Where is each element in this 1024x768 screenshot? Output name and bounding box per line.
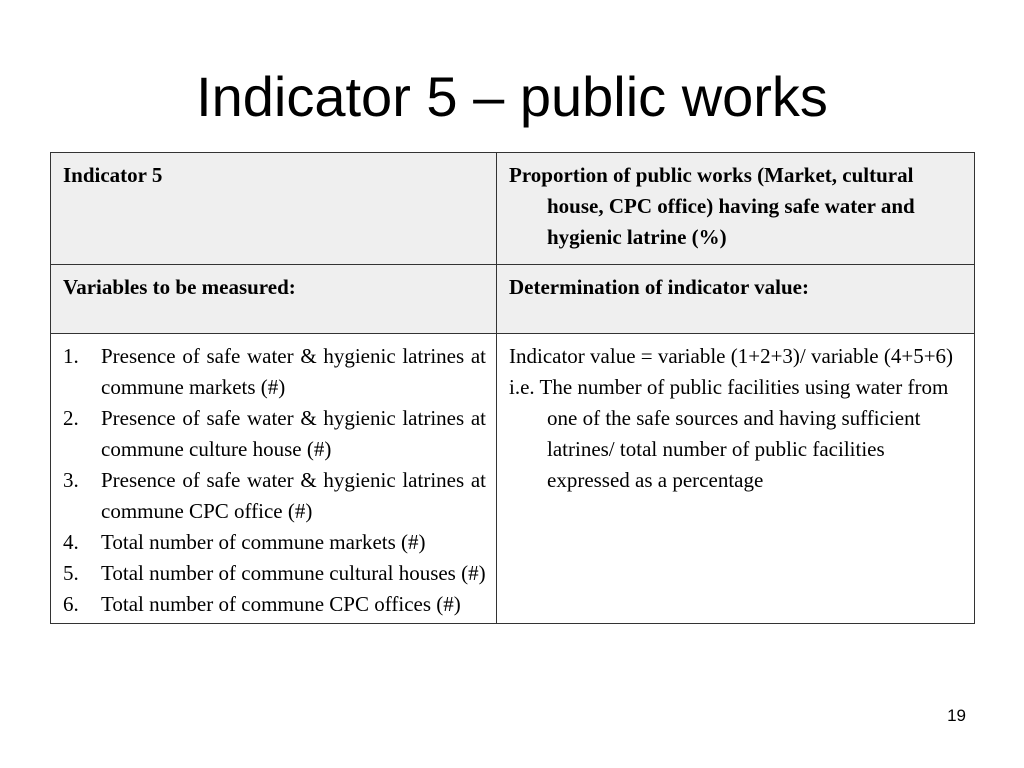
indicator-explanation: i.e. The number of public facilities using water from one of the safe sources and having sufficient latrines/ total number of public facilities expressed as a percentage [509,375,949,492]
variables-heading-cell [51,265,497,334]
variables-list [63,341,486,620]
table-row-headings [51,265,975,334]
list-item-text: Presence of safe water & hygienic latrines at commune culture house (#) [101,406,486,461]
list-item [63,465,486,527]
list-item-number: 2. [63,406,79,430]
variables-cell [51,334,497,624]
list-item-number: 1. [63,344,79,368]
list-item-text: Total number of commune CPC offices (#) [101,592,461,616]
variables-heading: Variables to be measured: [63,275,296,299]
indicator-name-cell [51,153,497,265]
determination-cell [497,334,975,624]
list-item [63,341,486,403]
list-item [63,527,486,558]
list-item [63,558,486,589]
list-item [63,403,486,465]
slide-title: Indicator 5 – public works [196,65,828,128]
list-item-text: Total number of commune markets (#) [101,530,426,554]
determination-heading-cell [497,265,975,334]
indicator-description: Proportion of public works (Market, cultural house, CPC office) having safe water and hygienic latrine (%) [509,163,915,249]
table-row-indicator [51,153,975,265]
list-item-number: 3. [63,468,79,492]
list-item [63,589,486,620]
indicator-table [50,152,975,624]
list-item-number: 5. [63,561,79,585]
list-item-number: 4. [63,530,79,554]
indicator-name: Indicator 5 [63,163,163,187]
list-item-text: Presence of safe water & hygienic latrines at commune markets (#) [101,344,486,399]
indicator-formula: Indicator value = variable (1+2+3)/ variable (4+5+6) [509,344,954,368]
table-row-details [51,334,975,624]
determination-heading: Determination of indicator value: [509,275,809,299]
list-item-text: Presence of safe water & hygienic latrines at commune CPC office (#) [101,468,486,523]
list-item-number: 6. [63,592,79,616]
indicator-description-cell [497,153,975,265]
page-number: 19 [947,706,966,725]
list-item-text: Total number of commune cultural houses (#) [101,561,486,585]
